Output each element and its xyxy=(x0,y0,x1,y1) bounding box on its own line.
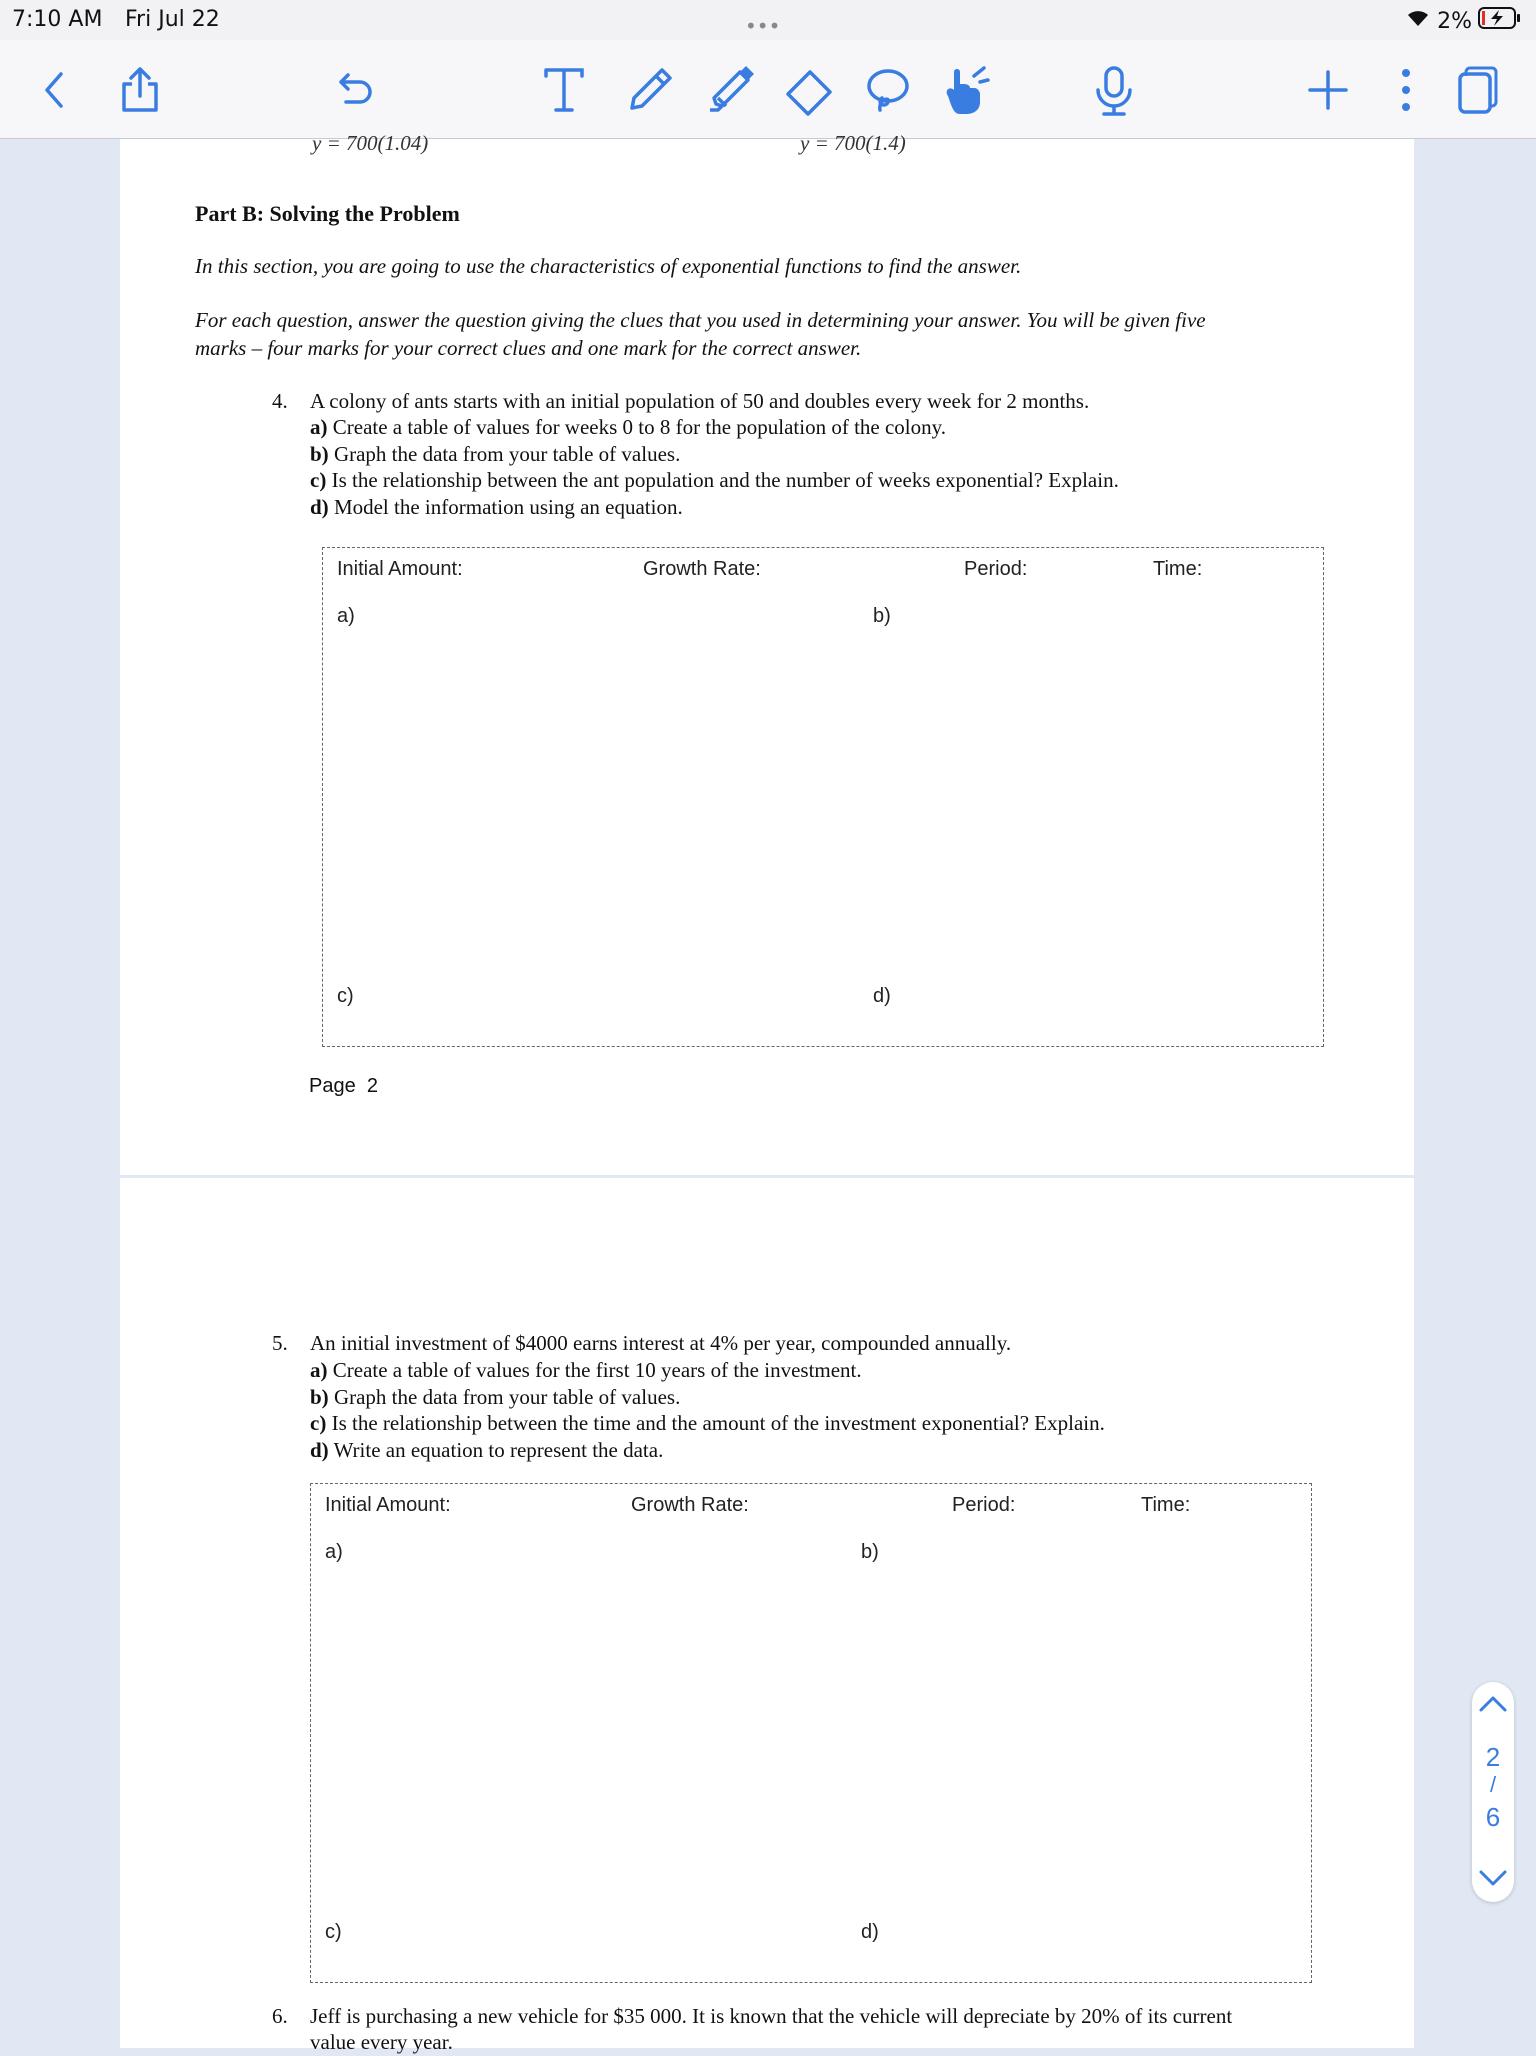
q5-stem: An initial investment of $4000 earns interest at 4% per year, compounded annually. xyxy=(310,1331,1012,1355)
undo-icon xyxy=(332,70,376,110)
add-icon xyxy=(1306,68,1350,112)
battery-percent: 2% xyxy=(1437,8,1472,34)
chevron-down-icon xyxy=(1478,1868,1508,1888)
initial-amount-label: Initial Amount: xyxy=(325,1494,451,1516)
document-page-2[interactable] xyxy=(120,1178,1414,2054)
section-heading: Part B: Solving the Problem xyxy=(195,201,460,226)
toolbar xyxy=(0,40,1536,139)
status-time: 7:10 AM xyxy=(12,7,103,32)
q6-line-2: value every year. xyxy=(310,2030,453,2054)
microphone-button[interactable] xyxy=(1082,58,1146,122)
answer-a-label: a) xyxy=(325,1541,343,1563)
q5-part-b: b) Graph the data from your table of values. xyxy=(310,1385,681,1409)
initial-amount-label: Initial Amount: xyxy=(337,558,463,580)
share-icon xyxy=(118,66,162,114)
lasso-tool-button[interactable] xyxy=(856,58,920,122)
time-label: Time: xyxy=(1153,558,1203,580)
text-tool-button[interactable] xyxy=(532,58,596,122)
section-intro: In this section, you are going to use the characteristics of exponential functions to find the answer. xyxy=(195,254,1022,278)
answer-b-label: b) xyxy=(861,1541,879,1563)
status-bar xyxy=(0,0,1536,40)
undo-button[interactable] xyxy=(322,58,386,122)
page-navigator[interactable] xyxy=(1472,1682,1514,1902)
highlighter-tool-button[interactable] xyxy=(700,58,764,122)
battery-charging-icon xyxy=(1478,6,1522,36)
page-separator: / xyxy=(1489,1772,1497,1797)
q6-line-1: Jeff is purchasing a new vehicle for $35 000. It is known that the vehicle will depreciate by 20% of its current xyxy=(310,2004,1233,2028)
q5-part-c: c) Is the relationship between the time and the amount of the investment exponential? Explain. xyxy=(310,1411,1105,1435)
q4-part-a: a) Create a table of values for weeks 0 to 8 for the population of the colony. xyxy=(310,415,947,439)
q4-part-b: b) Graph the data from your table of values. xyxy=(310,442,681,466)
highlighter-icon xyxy=(704,64,760,116)
touch-hand-icon xyxy=(936,62,992,118)
back-chevron-icon xyxy=(39,70,69,110)
q5-answer-box[interactable] xyxy=(310,1483,1312,1983)
previous-page-button[interactable] xyxy=(1472,1690,1514,1720)
next-page-button[interactable] xyxy=(1472,1864,1514,1894)
time-label: Time: xyxy=(1141,1494,1191,1516)
multitask-dots[interactable]: ••• xyxy=(745,14,781,38)
chevron-up-icon xyxy=(1478,1694,1508,1714)
q4-part-c: c) Is the relationship between the ant population and the number of weeks exponential? Explain. xyxy=(310,468,1119,492)
add-page-button[interactable] xyxy=(1296,58,1360,122)
wifi-icon xyxy=(1405,8,1431,34)
cropped-equation-left: y = 700(1.04) xyxy=(312,131,429,155)
document-page-1[interactable] xyxy=(120,131,1414,1175)
answer-c-label: c) xyxy=(337,985,354,1007)
instructions-line-1: For each question, answer the question giving the clues that you used in determining your answer. You will be given five xyxy=(195,308,1206,332)
q4-stem: A colony of ants starts with an initial population of 50 and doubles every week for 2 months. xyxy=(310,389,1090,413)
total-pages-number: 6 xyxy=(1485,1802,1501,1832)
q5-number: 5. xyxy=(272,1331,288,1355)
touch-tool-button[interactable] xyxy=(932,58,996,122)
text-tool-icon xyxy=(542,64,586,116)
pen-icon xyxy=(624,64,676,116)
share-button[interactable] xyxy=(108,58,172,122)
answer-d-label: d) xyxy=(861,1921,879,1943)
eraser-tool-button[interactable] xyxy=(776,58,840,122)
answer-d-label: d) xyxy=(873,985,891,1007)
q4-answer-box[interactable] xyxy=(322,547,1324,1047)
answer-c-label: c) xyxy=(325,1921,342,1943)
q5-part-d: d) Write an equation to represent the data. xyxy=(310,1438,664,1462)
eraser-icon xyxy=(780,64,836,116)
answer-a-label: a) xyxy=(337,605,355,627)
answer-b-label: b) xyxy=(873,605,891,627)
q6-number: 6. xyxy=(272,2004,288,2028)
microphone-icon xyxy=(1092,64,1136,116)
current-page-number: 2 xyxy=(1485,1742,1501,1772)
q4-part-d: d) Model the information using an equation. xyxy=(310,495,683,519)
q4-number: 4. xyxy=(272,389,288,413)
instructions-line-2: marks – four marks for your correct clues and one mark for the correct answer. xyxy=(195,336,862,360)
more-button[interactable] xyxy=(1374,58,1438,122)
pen-tool-button[interactable] xyxy=(618,58,682,122)
period-label: Period: xyxy=(964,558,1028,580)
pages-icon xyxy=(1456,66,1500,114)
page-footer: Page 2 xyxy=(309,1075,378,1097)
growth-rate-label: Growth Rate: xyxy=(631,1494,749,1516)
status-date: Fri Jul 22 xyxy=(125,7,220,32)
back-button[interactable] xyxy=(22,58,86,122)
q5-part-a: a) Create a table of values for the first 10 years of the investment. xyxy=(310,1358,862,1382)
cropped-equation-right: y = 700(1.4) xyxy=(800,131,906,155)
lasso-icon xyxy=(862,64,914,116)
growth-rate-label: Growth Rate: xyxy=(643,558,761,580)
period-label: Period: xyxy=(952,1494,1016,1516)
pages-button[interactable] xyxy=(1446,58,1510,122)
more-icon xyxy=(1396,65,1416,115)
